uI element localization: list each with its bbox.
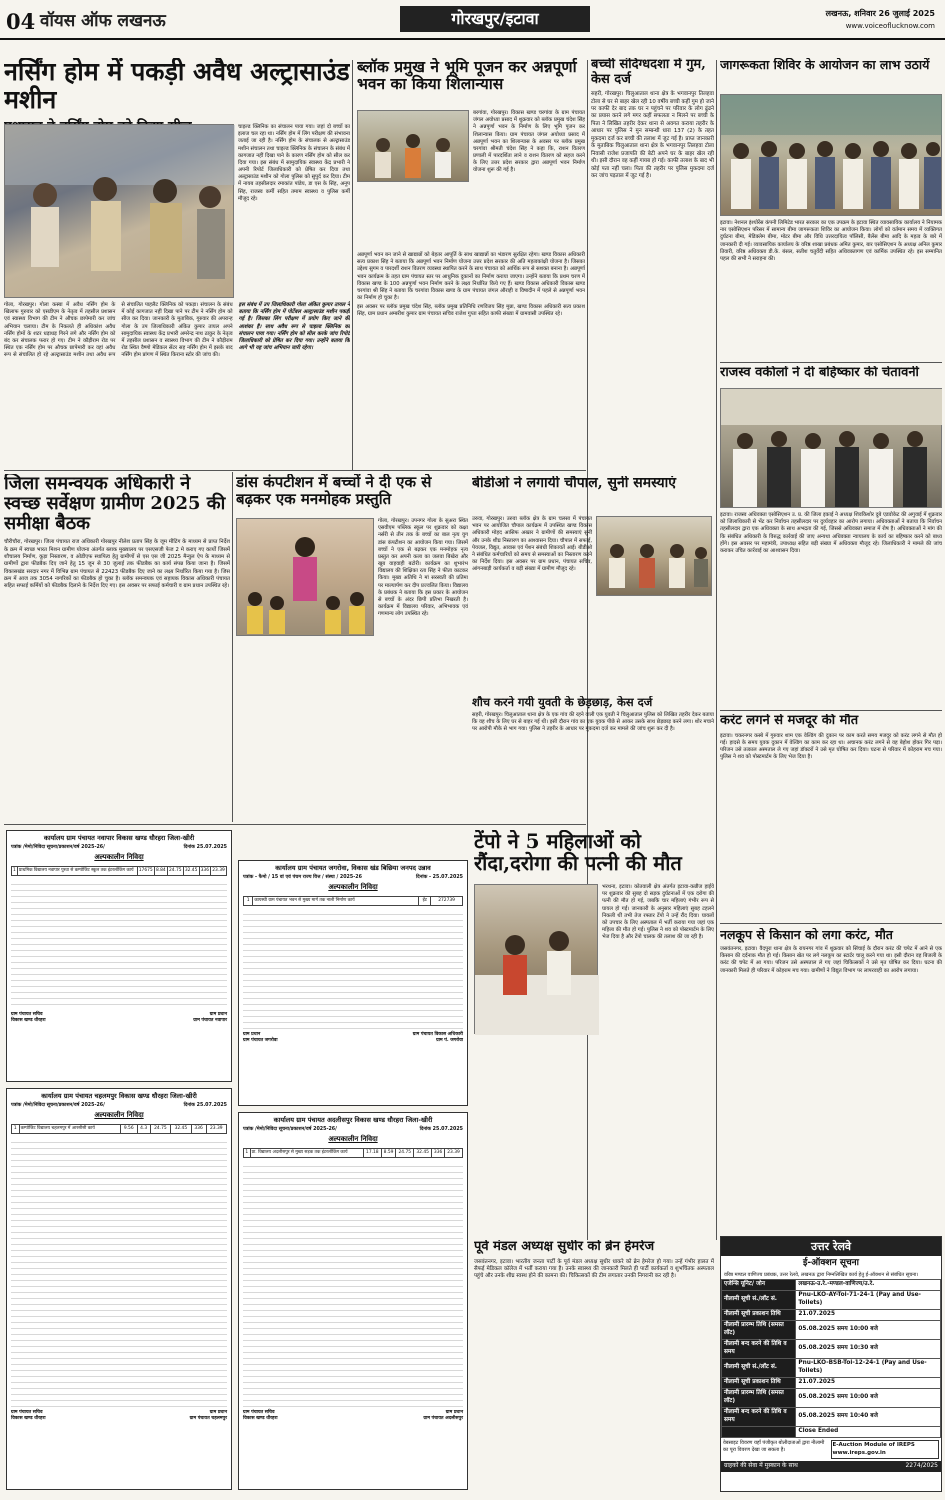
row-divider (720, 923, 942, 924)
notice-title: अल्पकालीन निविदा (94, 853, 144, 862)
article-body (4, 539, 230, 590)
headline: शौच करने गयी युवती के छेड़छाड़, केस दर्ज (472, 696, 653, 709)
article-lawyers-warning (720, 366, 942, 706)
notice-title: अल्पकालीन निविदा (94, 1111, 144, 1120)
headline: पूर्व मंडल अध्यक्ष सुधीर को ब्रेन हेमरेज (474, 1240, 655, 1254)
photo-ceremony-illustration (358, 111, 470, 183)
headline: नलकूप से किसान को लगा करंट, मौत (720, 928, 893, 942)
page-number: 04 (6, 9, 36, 34)
website[interactable]: www.voiceoflucknow.com (845, 22, 935, 30)
notice-table (11, 866, 227, 876)
paragraph: भरथना, इटावा। कोतवाली क्षेत्र अंतर्गत इटावा-कन्नौज हाईवे पर शुक्रवार की सुबह दो सड़क दुर्घटनाओं में एक दरोगा की पत्नी की मौत हो गई, जबकि चार महिलाएं गंभीर रूप से घायल हो गईं। जानकारी के अनुसार महिलाएं सुबह टहलने निकली थीं तभी तेज रफ्तार टेंपो ने उन्हें रौंद दिया। घायलों को उपचार के लिए अस्पताल में भर्ती कराया गया जहां एक महिला की मौत हो गई। पुलिस ने शव को पोस्टमार्टम के लिए भेज दिया है और टेंपो चालक की तलाश की जा रही है। (602, 884, 714, 941)
railway-slogan: ग्राहकों की सेवा में मुस्कान के साथ (724, 1462, 798, 1470)
news-photo (357, 110, 469, 182)
railway-header: उत्तर रेलवे (721, 1237, 941, 1256)
paragraph: उरुवा, गोरखपुर। उरुवा ब्लॉक क्षेत्र के ग्राम चलसा में पंचायत भवन पर आयोजित चौपाल कार्यक्रम में उपस्थित खण्ड विकास अधिकारी मोहद आसिफ अख्तर ने ग्रामीणों की समस्याएं सुनीं और उनके शीघ्र निस्तारण का आश्वासन दिया। चौपाल में सफाई, पेयजल, विद्युत, आवास एवं पेंशन संबंधी शिकायतें आईं। बीडीओ ने संबंधित कर्मचारियों को समय से समस्याओं का निस्तारण करने का निर्देश दिया। इस अवसर पर ग्राम प्रधान, पंचायत सचिव, आंगनबाड़ी कार्यकर्ता व बड़ी संख्या में ग्रामीण मौजूद रहे। (472, 516, 592, 573)
cell: नीलामी सूची प्रकाशन तिथि (722, 1378, 796, 1389)
article-tempo-accident (474, 830, 714, 1234)
tender-notice-navapar (6, 830, 232, 1082)
photo-people-illustration (5, 125, 235, 299)
article-block-pramukh (357, 58, 585, 468)
paragraph: सहरी, गोरखपुर। चिलुआताल थाना क्षेत्र के भगवानपुर तिलहवा टोला से घर से बाहर खेल रही 10 वर्षीय बच्ची कहीं गुम हो जाने पर काफी देर बाद तक घर न पहुंचने पर परिवार के लोग ढूंढने का प्रयास करने लगे मगर कहीं सफलता न मिलने पर बच्ची के पिता ने लिखित तहरीर देकर थाना से अवगत कराया तहरीर के आधार पर पुलिस ने मुन सम्बन्धी धारा 137 (2) के तहत मुकदमा दर्ज कर बच्ची की तलाश में जुट गई है। प्राप्त जानकारी के मुताबिक चिलुआताल थाना क्षेत्र के भगवानपुर तिलहवा टोला निवासी राजेश प्रजापति की बेटी अपने घर के बाहर खेल रही थी। इसी दौरान वह कहीं गायब हो गई। काफी तलाश के बाद भी कोई पता नहीं चला। पिता की तहरीर पर पुलिस मुकदमा दर्ज कर जांच पड़ताल में जुट गई है। (591, 91, 714, 180)
signature-left: ग्राम पंचायत सचिव विकास खण्ड धौरहरा (11, 1409, 46, 1421)
cell: 17675 (137, 866, 154, 875)
cell: नीलामी सूची सं./लॉट सं. (722, 1291, 796, 1310)
notice-office: कार्यालय ग्राम पंचायत अदलीसपुर विकास खण्ड धौरहरा जिला-खीरी (273, 1116, 433, 1124)
notice-terms (243, 909, 463, 1029)
cell: 23.39 (206, 1124, 226, 1133)
article-body (236, 518, 468, 822)
railway-footnote: वेबसाइट विवरण यहाँ पंजीकृत बोलीदाताओं द्वारा नीलामी का पूरा विवरण देखा जा सकता है। (723, 1440, 825, 1454)
cell: नीलामी सूची सं./लॉट सं. (722, 1359, 796, 1378)
paragraph: सहरी, गोरखपुर। चिलुआताल थाना क्षेत्र के एक गांव की रहने वाली एक युवती ने चिलुआताल पुलिस को लिखित तहरीर देकर बताया कि वह शौच के लिए घर से बाहर गई थी। इसी दौरान गांव का एक युवक पीछे से आकर उसके साथ छेड़छाड़ करने लगा। शोर मचाने पर आरोपी मौके से भाग गया। पुलिस ने तहरीर के आधार पर मुकदमा दर्ज कर मामले की जांच शुरू कर दी है। (472, 711, 714, 733)
paragraph: चाइल्ड क्लिनिक का संचालन पाया गया। जहां दो बच्चों का इलाज चल रहा था। नर्सिंग होम में लिंग परीक्षण की संभावना जताई जा रही है। नर्सिंग होम के संचालक से अल्ट्रासाउंड मशीन संचालन तथा चाइल्ड क्लिनिक के संचालन के संबंध में कागजात नहीं दिखा पाने के कारण नर्सिंग होम को सील कर दिया गया। इस संबंध में सामुदायिक स्वास्थ्य केंद्र प्रभारी ने अपनी रिपोर्ट जिलाधिकारी को प्रेषित कर दिया तथा अल्ट्रासाउंड मशीन को गोला पुलिस को सुपुर्द कर दिया। टीम में नायब तहसीलदार रमाकांत पांडेय, डा एस के सिंह, अनूप सिंह, राजस्व कर्मी सहित तमाम स्वास्थ्य व पुलिस कर्मी मौजूद रहे। (238, 124, 350, 202)
cell (722, 1427, 796, 1438)
notice-title: अल्पकालीन निविदा (328, 1135, 378, 1144)
column-divider (352, 60, 353, 470)
article-body (4, 302, 350, 468)
paragraph: बरगांवा, गोरखपुर। विकास खण्ड चरगांवा के ग्राम पंचायत जंगल अयोध्या प्रसाद में शुक्रवार को ब्लॉक प्रमुख चंदेश सिंह ने अन्नपूर्णा भवन के निर्माण के लिए भूमि पूजन कर शिलान्यास किया। ग्राम पंचायत जंगल अयोध्या प्रसाद में अन्नपूर्णा भवन का शिलान्यास के अवसर पर ब्लॉक प्रमुख चरगांवा श्रीमती चंदेश सिंह ने कहा कि, राशन वितरण प्रणाली में पारदर्शिता लाने व राशन वितरण को सहज करने के लिए उत्तर प्रदेश सरकार द्वारा अन्नपूर्णा भवन निर्माण योजना शुरू की गई है। (473, 110, 585, 174)
signature-left: ग्राम पंचायत सचिव विकास खण्ड धौरहरा (243, 1409, 278, 1421)
notice-table (243, 1148, 463, 1158)
tender-notice-chahlampur (6, 1088, 232, 1490)
news-photo (596, 516, 712, 596)
headline: टेंपो ने 5 महिलाओं को रौंदा,दरोगा की पत्नी की मौत (474, 830, 682, 876)
headline: जिला समन्वयक अधिकारी ने स्वच्छ सर्वेक्षण ग्रामीण 2025 की समीक्षा बैठक (4, 474, 226, 535)
paragraph: अन्नपूर्णा भवन बन जाने से खाद्यान्नों को बेहतर आपूर्ति के साथ खाद्यान्नों का भंडारण सुरक्षित रहेगा। खण्ड विकास अधिकारी सत्य प्रकाश सिंह ने बताया कि अन्नपूर्णा भवन निर्माण योजना उत्तर प्रदेश सरकार की अति महत्वकांक्षी योजना है। जिसका उद्देश्य सुगम व पारदर्शी राशन वितरण व्यवस्था स्थापित करने के साथ पंचायत को आर्थिक रूप से सशक्त बनाना है। अन्नपूर्णा भवन कार्यक्रम के तहत ग्राम पंचायत स्तर पर आधुनिक दुकानों का निर्माण कराया जाएगा। उन्होंने बताया कि प्रथम चरण में विकास खण्ड के 100 अन्नपूर्णा भवन निर्माण करने के लक्ष्य निर्धारित किये गए हैं। खण्ड विकास अधिकारी विकास खण्ड चरगांवा श्री सिंह ने बताया कि चरगांवा विकास खण्ड के ग्राम पंचायत जंगल औराही व विषादीन में पहले से अन्नपूर्णा भवन का निर्माण हो चुका है। (357, 252, 585, 302)
notice-date: दिनांक 25.07.2025 (419, 1126, 463, 1132)
cell: 32.45 (183, 866, 199, 875)
cell: कम्पोजिट विद्यालय चहलमपुर में आरसीसी कार्य (19, 1124, 120, 1133)
notice-ref: पत्रांक /मेमो/निविदा सूचना/प्रकाशन/वर्ष 2025-26/ (11, 1102, 105, 1108)
paragraph: गोला, गोरखपुर। गोला कस्बा में अवैध नर्सिंग होम के खिलाफ गुरुवार को एसडीएम के नेतृत्व में तहसील प्रशासन एवं स्वास्थ्य विभाग की टीम ने औचक छापेमारी कर जांच अभियान चलाया। टीम के निकलते ही अधिकांश अवैध नर्सिंग होमों के शटर धड़ाधड़ गिरने लगे और नर्सिंग होम को बंद कर संचालक फरार हो गए। टीम ने कौड़ीराम रोड पर स्थित एक नर्सिंग होम पर औचक छापेमारी कर वहां अवैध रूप से संचालित हो रहे अल्ट्रासाउंड मशीन तथा अवैध रूप से संचालित पाहलैट क्लिनिक को पकड़ा। संचालन के संबंध में कोई कागजात नहीं दिखा पाने पर टीम ने नर्सिंग होम को सीज कर दिया। जानकारी के मुताबिक, गुरुवार की अपरान्ह गोला के उप जिलाधिकारी अंकित कुमार तायल अपने सामुदायिक स्वास्थ्य केंद्र प्रभारी अमरेन्द्र नाथ ठाकुर के नेतृत्व में तहसील प्रशासन व स्वास्थ्य विभाग की टीम ने कौड़ीराम रोड स्थित वैष्णो मेडिकल सेंटर सह नर्सिंग होम में इसके बाद नर्सिंग होम प्रांगण में स्थित किराना स्टोर की जांच की। (4, 302, 233, 359)
photo-lawyers-illustration (721, 389, 942, 509)
row-divider (720, 362, 942, 363)
cell: 1 (244, 896, 253, 905)
article-body (472, 712, 714, 734)
cell: 23.39 (445, 1148, 463, 1157)
cell: 24.75 (396, 1148, 414, 1157)
cell: लखनऊ-उ.रे.-मण्डल-वाणिज्य/उ.रे. (796, 1280, 941, 1291)
signature-right: ग्राम प्रधान ग्राम पंचायत अदलीसपुर (423, 1409, 463, 1421)
paragraph: इटावा। राजस्व अधिवक्ता एसोसिएशन उ. प्र. की जिला इकाई ने अध्यक्ष शिवकिशोर दुबे एडवोकेट की अगुवाई में शुक्रवार को जिलाधिकारी से भेंट कर निर्वाचन तहसीलदार पर दुर्व्यवहार का आरोप लगाया। अधिवक्ताओं ने बताया कि निर्वाचन तहसीलदार द्वारा एक अधिवक्ता के साथ अभद्रता की गई, जिससे अधिवक्ता समाज में रोष है। अधिवक्ताओं ने मांग की कि संबंधित अधिकारी के विरुद्ध कार्रवाई की जाए अन्यथा अधिवक्ता न्यायालय के कार्य का बहिष्कार करने को बाध्य होंगे। इस अवसर पर महामंत्री, उपाध्यक्ष सहित बड़ी संख्या में अधिवक्ता मौजूद रहे। जिलाधिकारी ने मामले की जांच कराकर उचित कार्रवाई का आश्वासन दिया। (720, 512, 942, 554)
cell: 24.75 (167, 866, 183, 875)
railway-code: 2274/2025 (905, 1462, 938, 1470)
cell: 17.18 (363, 1148, 381, 1157)
headline: करंट लगने से मजदूर की मौत (720, 714, 859, 728)
article-body (474, 1259, 714, 1281)
headline: ब्लॉक प्रमुख ने भूमि पूजन कर अन्नपूर्णा भवन का किया शिलान्यास (357, 58, 577, 94)
railway-intro: वरिष्ठ मण्डल वाणिज्य प्रबंधक, उत्तर रेलवे, लखनऊ द्वारा निम्नलिखित कार्य हेतु ई-ऑक्शन से संबंधित सूचना। (724, 1271, 919, 1278)
headline: जागरूकता शिविर के आयोजन का लाभ उठायें (720, 58, 930, 72)
notice-ref: पत्रांक - फैमो / 15 वां एवं पंचम राज्य वित्त / संस्था / 2025-26 (243, 874, 362, 880)
railway-table (721, 1279, 941, 1438)
article-body (591, 91, 714, 180)
paragraph: इटावा। नेशनल इंश्योरेंस कंपनी लिमिटेड भारत सरकार का एक उपक्रम के इटावा स्थित व्यावसायिक कार्यालय ने नियामक नार एसोसिएशन परिसर में सामान्य बीमा जागरूकता शिविर का आयोजन किया। लोगों को वर्तमान समय में व्यक्तिगत दुर्घटना बीमा, मेडिक्लेम बीमा, मोटर बीमा और विधि उत्तरदायित्व पॉलिसी, बैलेंस बीमा आदि के महत्व के बारे में जानकारी दी गई। व्यावसायिक कार्यालय के वरिष्ठ शाखा प्रबंधक अमित कुमार, बार एसोसिएशन के अध्यक्ष अनिल कुमार तिवारी, वरिष्ठ अधिवक्ता डी.के. बंसल, सतीश चतुर्वेदी सहित अधिवक्तागण एवं कार्मिक उपस्थित रहे। इस सम्मानित पहल की सभी ने सराहना की। (720, 220, 942, 262)
notice-terms (11, 1137, 227, 1407)
paragraph: इस संबंध में उप जिलाधिकारी गोला अंकित कुमार तायल ने बताया कि नर्सिंग होम में पोर्टेबल अल्ट्रासाउंड मशीन पकड़ी गई है। जिसका लिंग परीक्षण में प्रयोग किए जाने की आशंका है। साथ अवैध रूप से चाइल्ड क्लिनिक का संचालन पाया गया। नर्सिंग होम को सील करके जांच रिपोर्ट जिलाधिकारी को प्रेषित कर दिया गया। उन्होंने बताया कि आगे भी यह जांच अभियान जारी रहेगा। (238, 302, 350, 352)
article-bdo-chaupal (472, 476, 714, 692)
cell: 9.56 (120, 1124, 137, 1133)
signature-right: ग्राम प्रधान ग्राम पंचायत चहलमपुर (189, 1409, 227, 1421)
cell: प्रा. विद्यालय अदलीसपुर से मुख्य सड़क तक इंटरलॉकिंग कार्य (250, 1148, 363, 1157)
article-farmer-death (720, 928, 942, 1228)
cell: 272739 (431, 896, 463, 905)
article-body (720, 733, 942, 762)
headline: बीडीओ ने लगायी चौपाल, सुनी समस्याएं (472, 476, 677, 491)
notice-date: दिनांक - 25.07.2025 (415, 874, 463, 880)
cell: 336 (199, 866, 211, 875)
cell: 1 (244, 1148, 251, 1157)
paragraph: जसवंतनगर, इटावा। भारतीय जनता पार्टी के पूर्व मंडल अध्यक्ष सुधीर धाकरे को ब्रेन हेमरेज हो गया। उन्हें गंभीर हालत में सैफई मेडिकल कॉलेज में भर्ती कराया गया है। उनके स्वास्थ्य की जानकारी मिलते ही पार्टी कार्यकर्ता व शुभचिंतक अस्पताल पहुंचे और उनके शीघ्र स्वस्थ होने की कामना की। चिकित्सकों की टीम लगातार उनकी निगरानी कर रही है। (474, 1258, 714, 1280)
cell: 21.07.2025 (796, 1378, 941, 1389)
news-photo (720, 388, 942, 508)
cell: 8.84 (154, 866, 167, 875)
article-body (720, 220, 942, 358)
tender-notice-adlispur (238, 1112, 468, 1490)
column-divider (716, 60, 717, 1240)
cell: 05.08.2025 समय 10:00 बजे (796, 1321, 941, 1340)
article-body (357, 252, 585, 468)
article-body-col (473, 110, 585, 250)
notice-ref: पत्रांक /मेमो/निविदा सूचना/प्रकाशन/वर्ष 2025-26/ (243, 1126, 337, 1132)
cell: नीलामी प्रारम्भ तिथि (समस्त लॉट) (722, 1389, 796, 1408)
article-nursing-home (4, 58, 350, 468)
cell: ईंट (419, 896, 431, 905)
article-brain-hemorrhage (474, 1240, 714, 1494)
notice-office: कार्यालय ग्राम पंचायत चहलमपुर विकास खण्ड धौरहरा जिला-खीरी (41, 1092, 197, 1100)
cell: नीलामी प्रारम्भ तिथि (समस्त लॉट) (722, 1321, 796, 1340)
row-divider (4, 824, 586, 825)
notice-office: कार्यालय ग्राम पंचायत नवापार विकास खण्ड धौरहरा जिला-खीरी (43, 834, 195, 842)
cell: 32.45 (171, 1124, 191, 1133)
notice-title: अल्पकालीन निविदा (328, 883, 378, 892)
railway-subheader: ई-ऑक्शन सूचना (803, 1258, 859, 1269)
article-awareness-camp (720, 58, 942, 358)
signature-left: ग्राम प्रधान ग्राम पंचायत जगरोवा (243, 1031, 278, 1043)
headline: राजस्व वकीलों ने दी बहिष्कार की चेतावनी (720, 366, 919, 380)
cell: 1 (12, 866, 18, 875)
cell: 4.3 (137, 1124, 150, 1133)
railway-portal[interactable]: E-Auction Module of IREPS www.ireps.gov.in (831, 1440, 940, 1459)
paragraph: इस अवसर पर ब्लॉक प्रमुख चंदेश सिंह, ब्लॉक प्रमुख प्रतिनिधि रणविजय सिंह मुन्ना, खण्ड विकास अधिकारी सत्य प्रकाश सिंह, ग्राम प्रधान अम्बरीश कुमार ग्राम पंचायत सचिव राजेश गुप्ता सहित काफी संख्या में ग्रामवासी उपस्थित रहे। (357, 304, 585, 318)
article-body (720, 946, 942, 975)
notice-date: दिनांक 25.07.2025 (183, 1102, 227, 1108)
article-dance-competition (236, 474, 468, 822)
paragraph: इटावा। चकरनगर कस्बे में गुरुवार शाम एक वेल्डिंग की दुकान पर काम करते समय मजदूर को करंट लगने से मौत हो गई। हादसे के समय युवक दुकान में वेल्डिंग का काम कर रहा था। अचानक करंट लगने से वह बेहोश होकर गिर पड़ा। परिजन उसे तत्काल अस्पताल ले गए जहां डॉक्टरों ने उसे मृत घोषित कर दिया। घटना से परिवार में कोहराम मच गया। पुलिस ने शव को पोस्टमार्टम के लिए भेज दिया है। (720, 732, 942, 761)
cell: Pnu-LKO-BSB-Toi-12-24-1 (Pay and Use-Toilets) (796, 1359, 941, 1378)
cell: Pnu-LKO-AY-Toi-71-24-1 (Pay and Use-Toilets) (796, 1291, 941, 1310)
row-divider (4, 470, 586, 471)
photo-meeting-illustration (597, 517, 713, 597)
railway-eauction-notice (720, 1236, 942, 1492)
cell: 8.59 (381, 1148, 396, 1157)
news-photo (720, 94, 942, 216)
headline: डांस कंपटीशन में बच्चों ने दी एक से बढ़कर एक मनमोहक प्रस्तुति (236, 474, 432, 508)
column-divider (232, 472, 233, 822)
cell: 24.75 (150, 1124, 170, 1133)
paragraph: चौरीचौरा, गोरखपुर। जिला पंचायत राज अधिकारी गोरखपुर नीलेश प्रताप सिंह के जूम मीटिंग के माध्यम से प्राप्त निर्देश के क्रम में स्वच्छ भारत मिशन ग्रामीण योजना अंतर्गत ब्लाक मुख्यालय पर एसएसजी फेज 2 मे कराए गए कार्यों जिसमें शौचालय निर्माण, कूड़ा निस्तारण, व ओडीएफ स्थापित्व हेतु ग्रामीणों से एस एस जी 2025 मैन्युल ऐप के माध्यम से ग्रामीणों द्वारा फीडबैक दिए जाने हेतु 15 जून से 30 जुलाई तक फीडबैक का कार्य संपन्न किया जाना है। जिसमें विकासखंड सरदार नगर में विभिन्न ग्राम पंचायत से 22423 फीडबैक दिए जाने का लक्ष्य निर्धारित किया गया है। जिस क्रम में आज तक 3054 नागरिकों का फीडबैक हो चुका है। ब्लॉक समन्वयक एवं सहायक विकास अधिकारी पंचायत सहित सफाई कर्मियों को फीडबैक दिलाने के निर्देश दिए गए। इस अवसर पर सफाई कर्मचारी व ग्राम प्रधान उपस्थित रहे। (4, 539, 230, 590)
article-body (474, 884, 714, 1234)
signature-left: ग्राम पंचायत सचिव विकास खण्ड धौरहरा (11, 1011, 46, 1023)
newspaper-name: वॉयस ऑफ लखनऊ (40, 11, 166, 31)
notice-table (243, 896, 463, 906)
cell: 05.08.2025 समय 10:30 बजे (796, 1340, 941, 1359)
cell: नीलामी बन्द करने की तिथि व समय (722, 1340, 796, 1359)
tender-notice-jagrova (238, 860, 468, 1106)
article-body-col (238, 124, 350, 298)
paragraph: जसवंतनगर, इटावा। वैदपुरा थाना क्षेत्र के रायनगर गांव में शुक्रवार को सिंचाई के दौरान करंट की चपेट में आने से एक किसान की दर्दनाक मौत हो गई। किसान खेत पर लगे नलकूप का स्टार्टर चालू करने गया था। इसी दौरान वह बिजली के करंट की चपेट में आ गया। परिजन उसे अस्पताल ले गए जहां चिकित्सकों ने उसे मृत घोषित कर दिया। घटना की जानकारी मिलते ही परिवार में कोहराम मच गया। ग्रामीणों ने विद्युत विभाग पर लापरवाही का आरोप लगाया। (720, 946, 942, 974)
notice-terms (243, 1161, 463, 1407)
article-harassment (472, 696, 714, 824)
cell: 05.08.2025 समय 10:40 बजे (796, 1408, 941, 1427)
headline: बच्ची संदिग्धदशा में गुम, केस दर्ज (591, 58, 706, 87)
cell: 05.08.2025 समय 10:00 बजे (796, 1389, 941, 1408)
notice-table (11, 1124, 227, 1134)
notice-terms (11, 879, 227, 1009)
masthead-rule (0, 38, 945, 40)
cell: 336 (432, 1148, 445, 1157)
news-photo (4, 124, 234, 298)
notice-office: कार्यालय ग्राम पंचायत जगरोवा, विकास खंड बिछिया जनपद उन्नाव (275, 864, 431, 872)
cell: एजेन्सि यूनिट/ जोन (722, 1280, 796, 1291)
cell: 21.07.2025 (796, 1310, 941, 1321)
cell: 336 (191, 1124, 206, 1133)
cell: नीलामी बन्द करने की तिथि व समय (722, 1408, 796, 1427)
cell: 1 (12, 1124, 20, 1133)
section-title: गोरखपुर/इटावा (400, 6, 590, 32)
headline: नर्सिंग होम में पकड़ी अवैध अल्ट्रासाउंड मशीन (4, 58, 350, 114)
cell: कायस्थी ग्राम पंचायत भवन से मुख्य मार्ग तक नाली निर्माण कार्य (253, 896, 419, 905)
article-body (472, 516, 592, 692)
article-body (720, 512, 942, 706)
photo-group-illustration (721, 95, 942, 217)
signature-right: ग्राम प्रधान ग्राम पंचायत नवापार (193, 1011, 227, 1023)
masthead (0, 0, 945, 40)
notice-date: दिनांक 25.07.2025 (183, 844, 227, 850)
cell: 32.45 (414, 1148, 432, 1157)
article-swachh-survey (4, 474, 230, 822)
cell: 23.39 (211, 866, 227, 875)
notice-ref: पत्रांक /मेमो/निविदा सूचना/प्रकाशन/वर्ष 2025-26/ (11, 844, 105, 850)
cell: नीलामी सूची प्रकाशन तिथि (722, 1310, 796, 1321)
row-divider (720, 710, 942, 711)
issue-date: लखनऊ, शनिवार 26 जुलाई 2025 (825, 9, 935, 18)
signature-right: ग्राम पंचायत विकास अधिकारी ग्राम पं. जगरोवा (412, 1031, 463, 1043)
paragraph: गोला, गोरखपुर। उपनगर गोला के सुअरा स्थित एसवीएम पब्लिक स्कूल पर शुक्रवार को कक्षा नर्सरी से तीन तक के बच्चों का बाल नृत्य युग डांस कंपटीशन का आयोजन किया गया। जिसमें बच्चों ने एक से बढ़कर एक मनमोहक नृत्य प्रस्तुत कर अपनी कला का जलवा बिखेरा और खूब वाहवाही बटोरी। कार्यक्रम का शुभारंभ विद्यालय की शिक्षिका रता सिंह ने फीता काटकर किया। मुख्य अतिथि ने मां सरस्वती की प्रतिमा पर माल्यार्पण कर दीप प्रज्वलित किया। विद्यालय के प्रबंधक ने बताया कि इस प्रकार के आयोजन से बच्चों के अंदर छिपी प्रतिभा निखरती है। कार्यक्रम में विद्यालय परिवार, अभिभावक एवं गणमान्य लोग उपस्थित रहे। (378, 518, 468, 618)
cell: प्राथमिक विद्यालय नवापार पुरवा से कम्पोजिट स्कूल तक इंटरलॉकिंग कार्य (17, 866, 137, 875)
cell: Close Ended (796, 1427, 941, 1438)
article-labourer-death (720, 714, 942, 920)
